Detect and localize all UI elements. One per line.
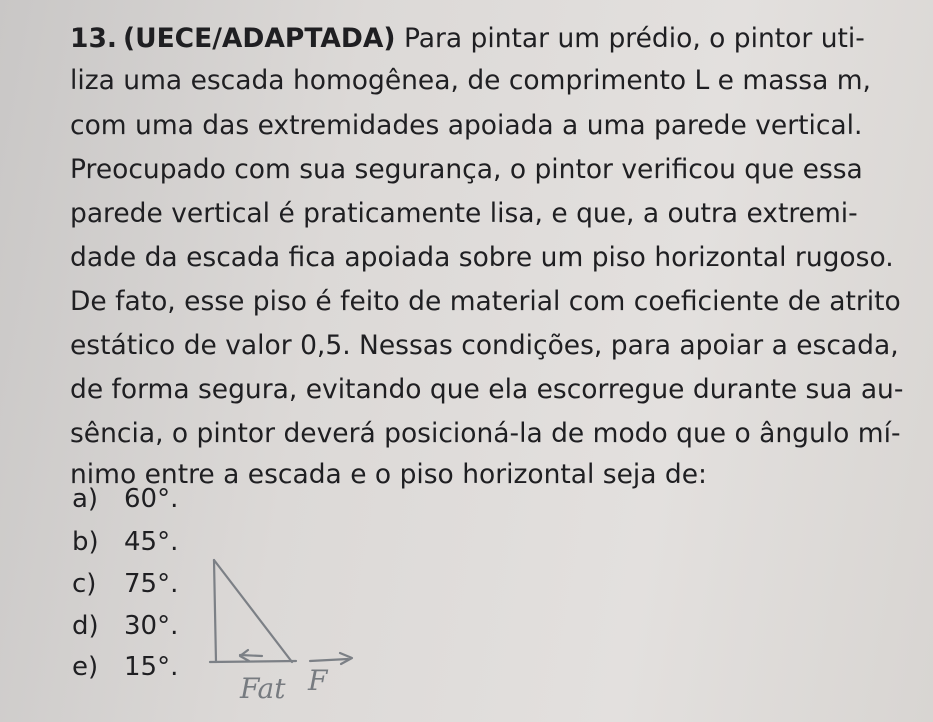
friction-label: Fat bbox=[240, 672, 286, 705]
wall-line bbox=[214, 560, 216, 662]
option-e[interactable] bbox=[72, 650, 178, 684]
option-value: 30°. bbox=[124, 611, 179, 641]
question-line-11: nimo entre a escada e o piso horizontal seja de: bbox=[70, 459, 707, 490]
option-a[interactable] bbox=[72, 482, 178, 516]
question-line-7: De fato, esse piso é feito de material com coeficiente de atrito bbox=[70, 286, 901, 317]
option-value: 60°. bbox=[124, 484, 179, 514]
question-line-1 bbox=[70, 22, 865, 56]
option-d[interactable] bbox=[72, 609, 178, 643]
ladder-line bbox=[214, 560, 292, 662]
ladder-sketch bbox=[200, 540, 400, 710]
question-number: 13. bbox=[70, 23, 117, 54]
question-line-4: Preocupado com sua segurança, o pintor verificou que essa bbox=[70, 154, 863, 185]
question-line-5: parede vertical é praticamente lisa, e que, a outra extremi- bbox=[70, 198, 858, 229]
option-value: 75°. bbox=[124, 569, 179, 599]
force-arrow bbox=[310, 659, 348, 661]
floor-line bbox=[210, 661, 296, 662]
question-text-line: Para pintar um prédio, o pintor uti- bbox=[403, 23, 865, 54]
force-label: F bbox=[308, 664, 328, 697]
option-letter: a) bbox=[72, 484, 99, 514]
option-value: 45°. bbox=[124, 527, 179, 557]
question-line-10: sência, o pintor deverá posicioná-la de modo que o ângulo mí- bbox=[70, 418, 901, 449]
question-source: (UECE/ADAPTADA) bbox=[122, 23, 396, 54]
option-letter: c) bbox=[72, 569, 97, 599]
option-letter: e) bbox=[72, 652, 99, 682]
option-c[interactable] bbox=[72, 567, 178, 601]
question-line-3: com uma das extremidades apoiada a uma parede vertical. bbox=[70, 110, 863, 141]
friction-arrow bbox=[240, 655, 262, 656]
option-letter: d) bbox=[72, 611, 99, 641]
question-line-6: dade da escada fica apoiada sobre um piso horizontal rugoso. bbox=[70, 242, 894, 273]
option-b[interactable] bbox=[72, 525, 178, 559]
option-value: 15°. bbox=[124, 652, 179, 682]
question-line-9: de forma segura, evitando que ela escorregue durante sua au- bbox=[70, 374, 904, 405]
option-letter: b) bbox=[72, 527, 99, 557]
question-line-8: estático de valor 0,5. Nessas condições, para apoiar a escada, bbox=[70, 330, 899, 361]
question-line-2: liza uma escada homogênea, de comprimento L e massa m, bbox=[70, 65, 871, 96]
